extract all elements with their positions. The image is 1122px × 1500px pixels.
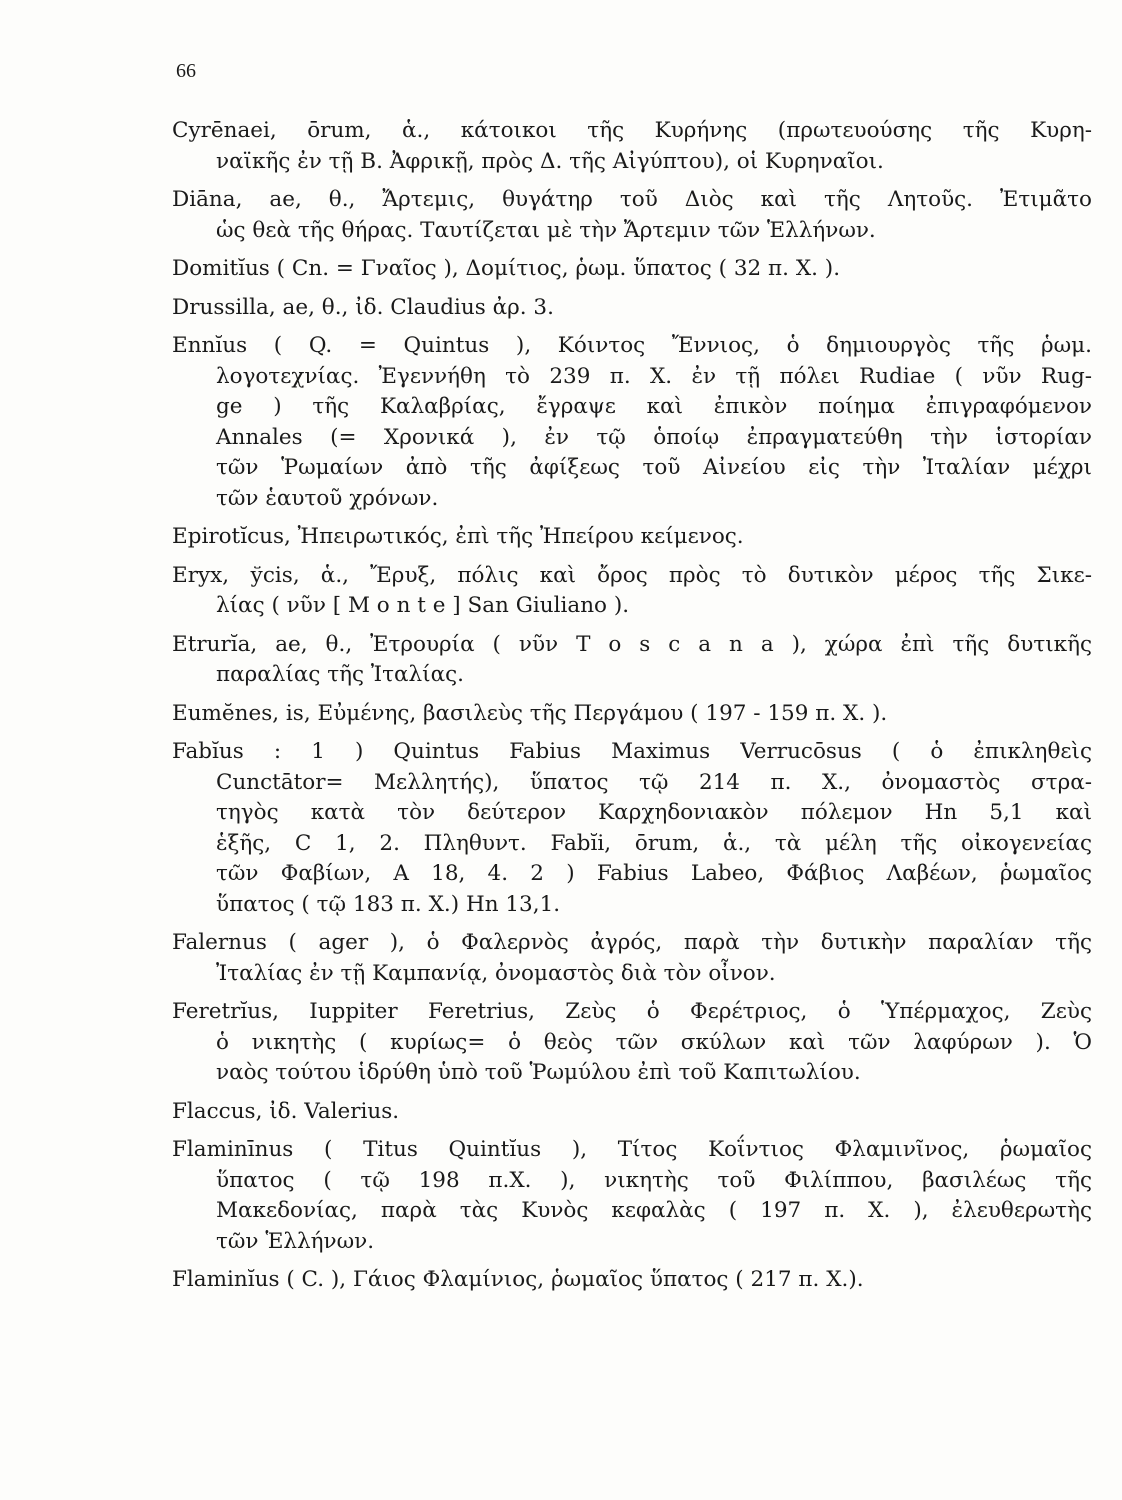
entry-line: τῶν ἑαυτοῦ χρόνων. xyxy=(216,485,439,511)
entry-line: Ennĭus ( Q. = Quintus ), Κόιντος Ἔννιος, ὁ δημιουργὸς τῆς ῥωμ. xyxy=(172,333,1092,358)
glossary-entry xyxy=(172,293,1092,324)
entry-line: Eryx, ўcis, ἁ., Ἔρυξ, πόλις καὶ ὄρος πρὸς τὸ δυτικὸν μέρος τῆς Σικε- xyxy=(172,562,1092,588)
glossary-entry xyxy=(172,737,1092,920)
entry-line: ὡς θεὰ τῆς θήρας. Ταυτίζεται μὲ τὴν Ἄρτεμιν τῶν Ἑλλήνων. xyxy=(216,217,876,243)
entry-line: ναϊκῆς ἐν τῇ Β. Ἀφρικῇ, πρὸς Δ. τῆς Αἰγύπτου), οἱ Κυρηναῖοι. xyxy=(216,148,884,174)
glossary-entry xyxy=(172,1265,1092,1296)
entry-line: παραλίας τῆς Ἰταλίας. xyxy=(216,662,464,687)
entry-line: τῶν Ῥωμαίων ἀπὸ τῆς ἀφίξεως τοῦ Αἰνείου εἰς τὴν Ἰταλίαν μέχρι xyxy=(216,455,1092,480)
glossary-entry xyxy=(172,928,1092,989)
entry-line: Cunctātor= Μελλητής), ὕπατος τῷ 214 π. Χ., ὀνομαστὸς στρα- xyxy=(216,769,1092,795)
entry-line: Diāna, ae, θ., Ἄρτεμις, θυγάτηρ τοῦ Διὸς καὶ τῆς Λητοῦς. Ἐτιμᾶτο xyxy=(172,187,1092,212)
entry-line: τῶν Ἑλλήνων. xyxy=(216,1228,375,1254)
glossary-entry xyxy=(172,116,1092,177)
entry-line: Fabĭus : 1 ) Quintus Fabius Maximus Verrucōsus ( ὁ ἐπικληθεὶς xyxy=(172,739,1092,764)
entry-line: ὕπατος ( τῷ 183 π. Χ.) Hn 13,1. xyxy=(216,891,561,917)
entry-line: Flaminīnus ( Titus Quintĭus ), Τίτος Κοΐντιος Φλαμινῖνος, ῥωμαῖος xyxy=(172,1137,1092,1162)
entry-line: Flaccus, ἰδ. Valerius. xyxy=(172,1098,400,1124)
entry-line: ὕπατος ( τῷ 198 π.Χ. ), νικητὴς τοῦ Φιλίππου, βασιλέως τῆς xyxy=(216,1167,1092,1193)
entry-line: ὁ νικητὴς ( κυρίως= ὁ θεὸς τῶν σκύλων καὶ τῶν λαφύρων ). Ὁ xyxy=(216,1029,1092,1055)
entry-line: λογοτεχνίας. Ἐγεννήθη τὸ 239 π. Χ. ἐν τῇ πόλει Rudiae ( νῦν Rug- xyxy=(216,363,1092,389)
entry-line: Ἰταλίας ἐν τῇ Καμπανίᾳ, ὀνομαστὸς διὰ τὸν οἶνον. xyxy=(216,960,776,986)
entry-line: Drussilla, ae, θ., ἰδ. Claudius ἀρ. 3. xyxy=(172,294,554,320)
entry-line: τηγὸς κατὰ τὸν δεύτερον Καρχηδονιακὸν πόλεμον Hn 5,1 καὶ xyxy=(216,800,1092,825)
glossary-entry xyxy=(172,630,1092,691)
glossary-entry xyxy=(172,522,1092,553)
entry-line: Annales (= Χρονικά ), ἐν τῷ ὁποίῳ ἐπραγματεύθη τὴν ἱστορίαν xyxy=(216,424,1092,450)
entry-line: ge ) τῆς Καλαβρίας, ἔγραψε καὶ ἐπικὸν ποίημα ἐπιγραφόμενον xyxy=(216,394,1092,419)
entry-line: ναὸς τούτου ἱδρύθη ὑπὸ τοῦ Ῥωμύλου ἐπὶ τοῦ Καπιτωλίου. xyxy=(216,1060,861,1085)
page-number: 66 xyxy=(176,60,196,82)
entry-line: Cyrēnaei, ōrum, ἁ., κάτοικοι τῆς Κυρήνης (πρωτευούσης τῆς Κυρη- xyxy=(172,118,1092,143)
glossary-entry xyxy=(172,254,1092,285)
entry-line: Falernus ( ager ), ὁ Φαλερνὸς ἀγρός, παρὰ τὴν δυτικὴν παραλίαν τῆς xyxy=(172,930,1092,955)
glossary-entry xyxy=(172,997,1092,1089)
glossary-entry xyxy=(172,699,1092,730)
glossary-entry xyxy=(172,561,1092,622)
entry-line: ἑξῆς, C 1, 2. Πληθυντ. Fabĭi, ōrum, ἁ., τὰ μέλη τῆς οἰκογενείας xyxy=(216,830,1092,856)
entry-line: Domitĭus ( Cn. = Γναῖος ), Δομίτιος, ῥωμ. ὕπατος ( 32 π. Χ. ). xyxy=(172,256,841,281)
entry-line: Etrurĭa, ae, θ., Ἐτρουρία ( νῦν T o s c a n a ), χώρα ἐπὶ τῆς δυτικῆς xyxy=(172,631,1092,657)
entry-line: Epirotĭcus, Ἠπειρωτικός, ἐπὶ τῆς Ἠπείρου κείμενος. xyxy=(172,524,744,549)
entry-line: λίας ( νῦν [ M o n t e ] San Giuliano ). xyxy=(216,593,630,618)
entry-line: Flaminĭus ( C. ), Γάιος Φλαμίνιος, ῥωμαῖος ὕπατος ( 217 π. Χ.). xyxy=(172,1267,864,1292)
glossary-entry xyxy=(172,331,1092,514)
entry-line: τῶν Φαβίων, A 18, 4. 2 ) Fabius Labeo, Φάβιος Λαβέων, ῥωμαῖος xyxy=(216,861,1092,886)
entry-line: Μακεδονίας, παρὰ τὰς Κυνὸς κεφαλὰς ( 197 π. Χ. ), ἐλευθερωτὴς xyxy=(216,1198,1092,1223)
entry-line: Eumĕnes, is, Εὐμένης, βασιλεὺς τῆς Περγάμου ( 197 - 159 π. Χ. ). xyxy=(172,700,888,726)
glossary-entries xyxy=(172,116,1092,1304)
glossary-entry xyxy=(172,185,1092,246)
glossary-entry xyxy=(172,1135,1092,1257)
glossary-entry xyxy=(172,1097,1092,1128)
entry-line: Feretrĭus, Iuppiter Feretrius, Ζεὺς ὁ Φερέτριος, ὁ Ὑπέρμαχος, Ζεὺς xyxy=(172,999,1092,1024)
